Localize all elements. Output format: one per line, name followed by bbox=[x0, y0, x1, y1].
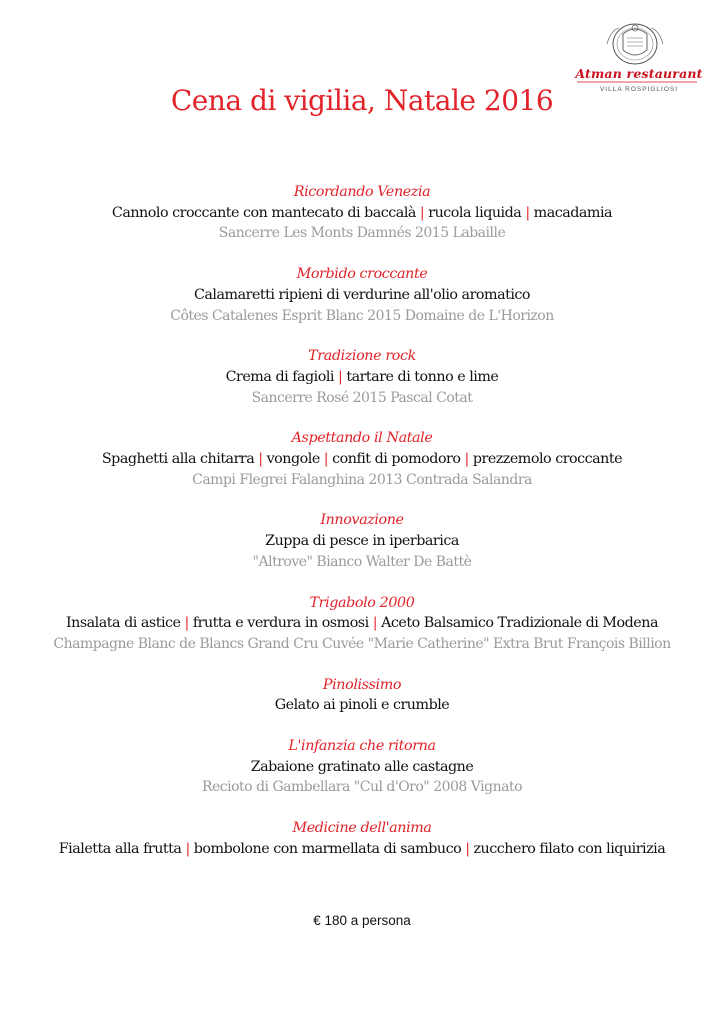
dish-separator: | bbox=[184, 615, 189, 632]
dish-component: bombolone con marmellata di sambuco bbox=[193, 840, 462, 857]
dish-component: vongole bbox=[266, 451, 320, 468]
dish-component: Insalata di astice bbox=[65, 615, 181, 632]
dish-component: frutta e verdura in osmosi bbox=[192, 615, 369, 632]
course-item bbox=[0, 593, 724, 655]
dish-component: Gelato ai pinoli e crumble bbox=[274, 697, 450, 714]
course-dish bbox=[0, 839, 724, 860]
dish-component: rucola liquida bbox=[428, 204, 522, 221]
dish-separator: | bbox=[323, 451, 329, 468]
wine-pairing: Sancerre Les Monts Damnés 2015 Labaille bbox=[218, 225, 506, 242]
dish-separator: | bbox=[525, 204, 530, 221]
dish-component: macadamia bbox=[533, 204, 613, 221]
wine-pairing: Recioto di Gambellara "Cul d'Oro" 2008 Vignato bbox=[201, 779, 522, 796]
wine-pairing: "Altrove" Bianco Walter De Battè bbox=[252, 553, 472, 570]
wine-pairing: Campi Flegrei Falanghina 2013 Contrada Salandra bbox=[192, 471, 532, 488]
course-item bbox=[0, 510, 724, 572]
dish-component: Zabaione gratinato alle castagne bbox=[250, 758, 474, 775]
course-name: Medicine dell'anima bbox=[292, 820, 432, 837]
dish-component: prezzemolo croccante bbox=[472, 451, 623, 468]
dish-component: Aceto Balsamico Tradizionale di Modena bbox=[381, 615, 659, 632]
dish-separator: | bbox=[465, 840, 470, 857]
menu-list bbox=[0, 182, 724, 880]
course-name: Tradizione rock bbox=[308, 348, 416, 365]
course-dish bbox=[0, 531, 724, 552]
course-dish bbox=[0, 285, 724, 306]
wine-pairing: Sancerre Rosé 2015 Pascal Cotat bbox=[251, 389, 473, 406]
course-dish bbox=[0, 613, 724, 634]
dish-separator: | bbox=[338, 368, 343, 385]
dish-component: Crema di fagioli bbox=[225, 368, 334, 385]
dish-component: Calamaretti ripieni di verdurine all'olio aromatico bbox=[193, 286, 531, 303]
dish-separator: | bbox=[464, 451, 469, 468]
logo-subtitle: VILLA ROSPIGLIOSI bbox=[599, 86, 679, 93]
dish-separator: | bbox=[185, 840, 190, 857]
dish-separator: | bbox=[258, 451, 263, 468]
dish-separator: | bbox=[372, 615, 378, 632]
course-item bbox=[0, 182, 724, 244]
course-dish bbox=[0, 695, 724, 716]
course-item bbox=[0, 428, 724, 490]
dish-component: Fialetta alla frutta bbox=[58, 840, 182, 857]
logo-wordmark: Atman restaurant bbox=[575, 66, 703, 81]
dish-component: Zuppa di pesce in iperbarica bbox=[265, 533, 459, 550]
dish-component: tartare di tonno e lime bbox=[346, 368, 499, 385]
course-name: L'infanzia che ritorna bbox=[288, 738, 436, 755]
course-dish bbox=[0, 203, 724, 224]
wine-pairing: Champagne Blanc de Blancs Grand Cru Cuvée "Marie Catherine" Extra Brut François Billion bbox=[53, 635, 671, 652]
course-item bbox=[0, 264, 724, 326]
course-name: Aspettando il Natale bbox=[291, 430, 433, 447]
course-name: Morbido croccante bbox=[296, 266, 428, 283]
course-dish bbox=[0, 757, 724, 778]
course-item bbox=[0, 675, 724, 716]
course-dish bbox=[0, 449, 724, 470]
course-dish bbox=[0, 367, 724, 388]
course-name: Trigabolo 2000 bbox=[309, 594, 415, 611]
wine-pairing: Côtes Catalenes Esprit Blanc 2015 Domaine de L'Horizon bbox=[170, 307, 554, 324]
dish-component: zucchero filato con liquirizia bbox=[473, 840, 666, 857]
course-item bbox=[0, 346, 724, 408]
dish-separator: | bbox=[419, 204, 425, 221]
course-item bbox=[0, 818, 724, 859]
course-name: Innovazione bbox=[320, 512, 404, 529]
price-text: € 180 a persona bbox=[313, 913, 411, 928]
course-item bbox=[0, 736, 724, 798]
page-title: Cena di vigilia, Natale 2016 bbox=[170, 84, 554, 117]
course-name: Ricordando Venezia bbox=[293, 184, 431, 200]
course-name: Pinolissimo bbox=[322, 676, 402, 693]
dish-component: Cannolo croccante con mantecato di baccalà bbox=[111, 204, 416, 221]
dish-component: confit di pomodoro bbox=[332, 451, 461, 468]
dish-component: Spaghetti alla chitarra bbox=[101, 451, 255, 468]
